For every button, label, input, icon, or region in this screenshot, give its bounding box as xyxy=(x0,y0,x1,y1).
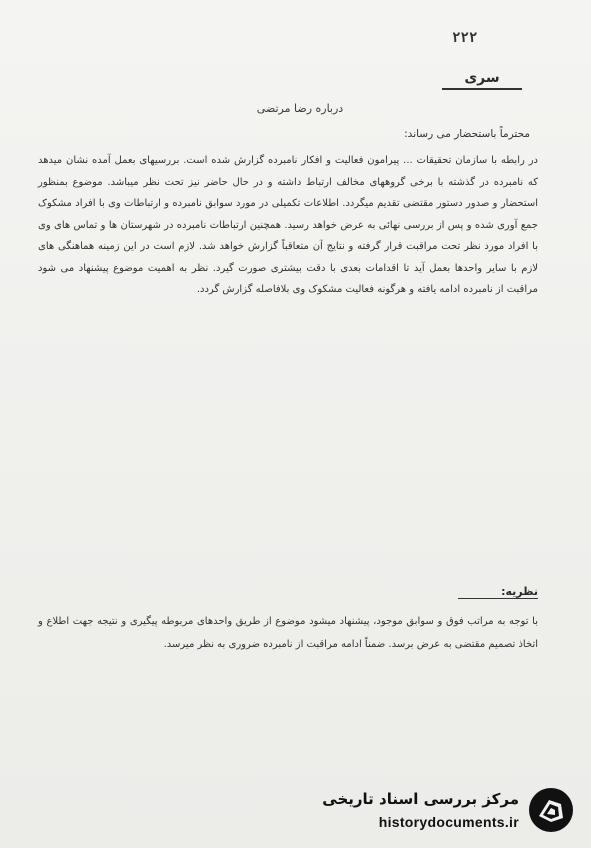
body-paragraph: در رابطه با سازمان تحقیقات ... پیرامون فعالیت و افکار نامبرده گزارش شده است. بررسیهای بعمل آمده نشان میدهد که نامبرده در گذشته با برخی گروههای مخالف ارتباط داشته و در حال حاضر نیز تحت نظر میباشد. موضوع بمنظور استحضار و صدور دستور مقتضی تقدیم میگردد. اطلاعات تکمیلی در مورد سوابق نامبرده و ارتباطات وی با افراد مشکوک جمع آوری شده و پس از بررسی نهائی به عرض خواهد رسید. همچنین ارتباطات نامبرده در شهرستان ها و تماس های وی با افراد مورد نظر تحت مراقبت قرار گرفته و نتایج آن متعاقباً گزارش خواهد شد. لازم است در این زمینه هماهنگی های لازم با سایر واحدها بعمل آید تا اقدامات بعدی با دقت بیشتری صورت گیرد. نظر به اهمیت موضوع پیشنهاد می شود مراقبت از نامبرده ادامه یافته و هرگونه فعالیت مشکوک وی بلافاصله گزارش گردد. xyxy=(38,155,538,295)
watermark-url: historydocuments.ir xyxy=(378,814,519,830)
archive-logo-icon xyxy=(527,786,575,834)
salutation: محترماً باستحضار می رساند: xyxy=(404,128,530,140)
page-number: ۲۲۲ xyxy=(452,30,478,46)
watermark-name: مرکز بررسی اسناد تاریخی xyxy=(322,790,519,808)
classification-stamp: سری xyxy=(442,70,522,90)
section-heading: نظریه: xyxy=(458,585,538,599)
section-text: با توجه به مراتب فوق و سوابق موجود، پیشنهاد میشود موضوع از طریق واحدهای مربوطه پیگیری و نتیجه جهت اطلاع و اتخاذ تصمیم مقتضی به عرض برسد. ضمناً ادامه مراقبت از نامبرده ضروری به نظر میرسد. xyxy=(38,616,538,650)
watermark xyxy=(305,782,575,840)
document-title: درباره رضا مرتضی xyxy=(256,102,344,115)
